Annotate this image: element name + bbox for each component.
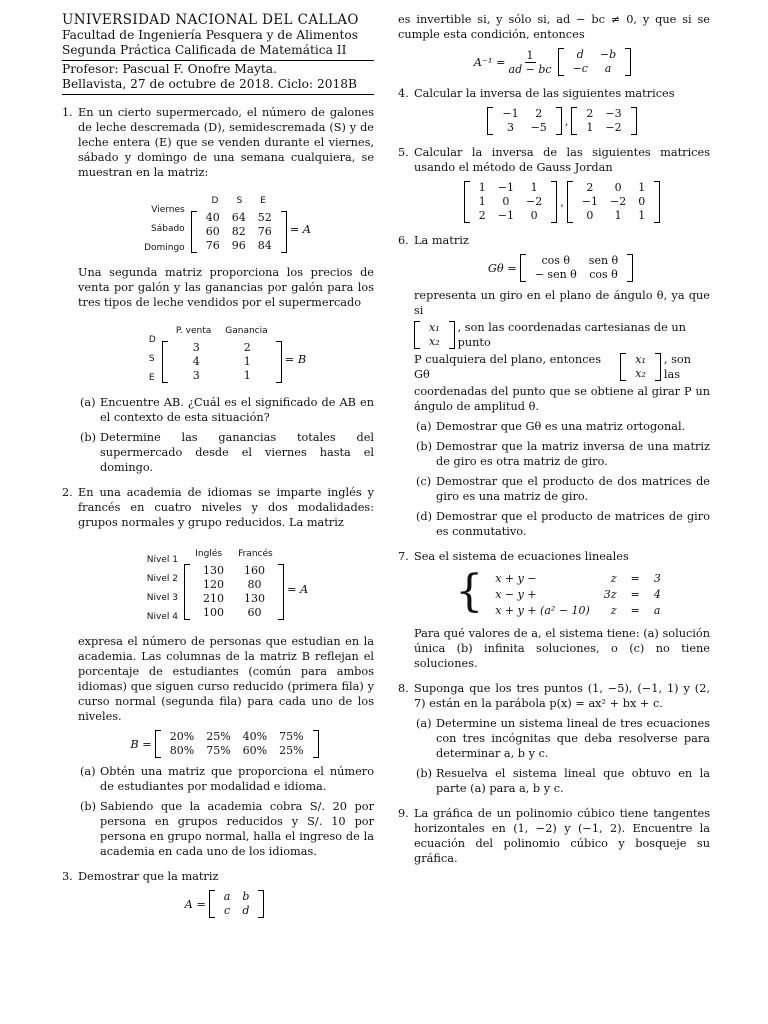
matrix-1 [487, 107, 561, 135]
problem-1-text2: Una segunda matriz proporciona los precios de venta por galón y las ganancias por galón para los tres tipos de leche vendidos por el supermercado [78, 266, 374, 309]
problem-number: 3. [62, 870, 73, 883]
equals-b: = B [284, 353, 307, 366]
matrix-cell: −2 [605, 121, 622, 134]
matrix-b [162, 341, 282, 383]
subitem [78, 764, 374, 794]
col-header: S [236, 196, 243, 206]
problem-6-t2: , son las coordenadas cartesianas de un punto [457, 321, 686, 349]
system-cell: = [630, 604, 640, 617]
problem-number: 7. [398, 550, 409, 563]
subitem [414, 766, 710, 796]
matrix-cell: 3 [192, 341, 200, 354]
matrix-cell: 2 [478, 209, 486, 222]
matrix-cell: 2 [586, 181, 594, 194]
matrix-cell: 1 [614, 209, 622, 222]
col-header: Inglés [195, 548, 223, 559]
subitem-text: Sabiendo que la academia cobra S/. 20 por persona en grupos reducidos y S/. 10 por persona en grupo normal, halla el ingreso de la academia en cada uno de los idiomas. [100, 800, 374, 858]
subitem-text: Determine un sistema lineal de tres ecuaciones con tres incógnitas que deba resolverse para determinar a, b y c. [436, 717, 710, 760]
matrix-cell: 2 [535, 107, 543, 120]
coordinate-vector [620, 353, 661, 381]
matrix-cell: x₂ [635, 367, 646, 380]
matrix-cell: cos θ [541, 254, 571, 267]
problem-4-text: Calcular la inversa de las siguientes matrices [414, 87, 675, 100]
subitem-text: Demostrar que la matriz inversa de una matriz de giro es otra matriz de giro. [436, 440, 710, 468]
subitem [78, 395, 374, 425]
subitem [414, 439, 710, 469]
matrix-cell: 25% [279, 744, 304, 757]
matrix-cell: −1 [497, 209, 514, 222]
matrix-cell: 2 [586, 107, 594, 120]
inverse-lhs: A⁻¹ = [473, 55, 506, 69]
matrix-a-display [78, 890, 374, 918]
matrix-cell: −c [572, 62, 588, 75]
problem-6-t4: , son las [663, 353, 691, 381]
system-cell: a [653, 604, 661, 617]
row-label: Nivel 2 [146, 574, 178, 584]
system-cell: = [630, 572, 640, 585]
matrix-cell: 76 [205, 239, 220, 252]
fraction-numerator: 1 [526, 48, 534, 62]
row-labels [146, 330, 159, 389]
matrix-cell: 1 [586, 121, 594, 134]
university-name: UNIVERSIDAD NACIONAL DEL CALLAO [62, 12, 359, 28]
subitem-text: Demostrar que el producto de matrices de giro es conmutativo. [436, 510, 710, 538]
matrix-cell: 75% [279, 730, 304, 743]
matrix-cell: −1 [502, 107, 519, 120]
header-rule [62, 60, 374, 61]
left-column [62, 0, 374, 924]
row-label: S [148, 354, 155, 364]
col-header: Francés [238, 548, 273, 559]
problem-6-t5: coordenadas del punto que se obtiene al girar P un ángulo de amplitud θ. [414, 385, 710, 413]
subitem [414, 716, 710, 761]
fraction-denominator: ad − bc [508, 62, 552, 76]
matrix-cell: 0 [502, 195, 510, 208]
fraction [509, 49, 552, 76]
col-header: E [260, 196, 266, 206]
system-cell: 4 [653, 588, 661, 601]
matrix-cell: −2 [610, 195, 627, 208]
column-headers [168, 322, 276, 341]
system-cell: z [610, 604, 617, 617]
problem-2 [62, 485, 374, 859]
problem-number: 5. [398, 146, 409, 159]
matrix-cell: 40 [205, 211, 220, 224]
problem-6-text: La matriz [414, 234, 469, 247]
column-headers [202, 192, 276, 211]
subitem-label: (b) [416, 767, 433, 780]
equation-system [414, 566, 710, 620]
matrix-cell: 130 [202, 563, 224, 577]
matrix-cell: 1 [530, 181, 538, 194]
problem-number: 4. [398, 87, 409, 100]
matrix-cell: 3 [192, 369, 200, 382]
subitem-text: Resuelva el sistema lineal que obtuvo en la parte (a) para a, b y c. [436, 767, 710, 795]
matrix-cell: 1 [478, 181, 486, 194]
exam-title: Segunda Práctica Calificada de Matemática II [62, 43, 347, 57]
problem-2-text2: expresa el número de personas que estudian en la academia. Las columnas de la matriz B reflejan el porcentaje de estudiantes (común para ambos idiomas) que siguen curso reducido (primera fila) y curso normal (segunda fila) para cada uno de los niveles. [78, 635, 374, 723]
problem-7-text: Sea el sistema de ecuaciones lineales [414, 550, 629, 563]
subitem-label: (a) [416, 420, 432, 433]
equals-a: = A [286, 582, 309, 596]
matrix-cell: 0 [638, 195, 646, 208]
subitem-label: (b) [416, 440, 433, 453]
matrix-cell: 100 [202, 605, 224, 619]
matrix-a [191, 211, 287, 253]
matrix-cell: 96 [231, 239, 246, 252]
matrix-with-headers [188, 192, 290, 253]
matrix-cell: d [576, 48, 584, 61]
right-column [398, 12, 710, 866]
matrix-cell: 120 [202, 577, 224, 591]
professor-line: Profesor: Pascual F. Onofre Mayta. [62, 62, 277, 76]
matrix-cell: 0 [530, 209, 538, 222]
subitem-text: Encuentre AB. ¿Cuál es el significado de AB en el contexto de esta situación? [100, 396, 374, 424]
row-label: Domingo [144, 243, 185, 253]
matrix-cell: 130 [243, 591, 265, 605]
matrix-b-display [78, 730, 374, 758]
matrix-b-display [78, 316, 374, 389]
problem-9 [398, 806, 710, 866]
problem-6-t1: representa un giro en el plano de ángulo θ, ya que si [414, 289, 710, 317]
matrix-cell: 64 [231, 211, 246, 224]
subitem [78, 430, 374, 475]
system-cell: z [610, 572, 617, 585]
column-headers [186, 545, 281, 564]
matrix-b [155, 730, 319, 758]
matrix-cell: d [242, 904, 250, 917]
matrix-cell: 0 [614, 181, 622, 194]
system-cell: x − y + [495, 588, 537, 601]
problem-8 [398, 681, 710, 796]
problem-5-text: Calcular la inversa de las siguientes matrices usando el método de Gauss Jordan [414, 146, 710, 174]
matrix-cell: 80% [169, 744, 195, 757]
problem-number: 9. [398, 807, 409, 820]
exam-header [62, 0, 374, 95]
faculty-name: Facultad de Ingeniería Pesquera y de Alimentos [62, 28, 358, 42]
matrix-cell: 1 [243, 369, 251, 382]
matrix-cell: a [604, 62, 612, 75]
problem-3 [62, 869, 374, 918]
subitem [78, 799, 374, 859]
matrix-cell: 3 [506, 121, 514, 134]
matrix-cell: 84 [257, 239, 272, 252]
problem-number: 2. [62, 486, 73, 499]
row-labels [141, 200, 188, 259]
subitem-label: (a) [416, 717, 432, 730]
problem-6 [398, 233, 710, 539]
matrix-cell: 52 [257, 211, 272, 224]
matrix-cell: 210 [202, 591, 224, 605]
matrix-cell: −3 [605, 107, 622, 120]
g-lhs: Gθ = [487, 261, 517, 275]
b-lhs: B = [130, 737, 152, 751]
subitem-label: (c) [416, 475, 432, 488]
matrix-cell: 0 [586, 209, 594, 222]
rotation-matrix-display [414, 254, 710, 282]
subitem-text: Obtén una matriz que proporciona el número de estudiantes por modalidad e idioma. [100, 765, 374, 793]
matrix-cell: 2 [243, 341, 251, 354]
subitem-text: Demostrar que el producto de dos matrices de giro es una matriz de giro. [436, 475, 710, 503]
matrix-cell: 40% [242, 730, 268, 743]
matrix-cell: −1 [581, 195, 599, 208]
matrix-cell: 25% [206, 730, 231, 743]
matrix-a [209, 890, 265, 918]
problem-2-intro: En una academia de idiomas se imparte inglés y francés en cuatro niveles y dos modalidades: grupos normales y grupo reducidos. La matriz [78, 486, 374, 529]
equals-a: = A [289, 223, 311, 236]
date-cycle-line: Bellavista, 27 de octubre de 2018. Ciclo: 2018B [62, 77, 357, 91]
matrix-cell: 60 [205, 225, 220, 238]
matrix-cell: sen θ [588, 254, 619, 267]
system-cell: = [630, 588, 640, 601]
matrix-cell: 60% [242, 744, 268, 757]
matrix-cell: 4 [192, 355, 200, 368]
row-labels [144, 550, 181, 628]
row-label: Nivel 3 [146, 593, 178, 603]
matrix-cell: 1 [638, 209, 646, 222]
matrix-cell: 1 [478, 195, 486, 208]
matrix-2 [571, 107, 636, 135]
subitem-label: (b) [80, 431, 97, 444]
vector-line-1 [414, 320, 710, 350]
coordinate-vector [414, 321, 455, 349]
matrix-a [184, 564, 284, 620]
problem-number: 1. [62, 106, 73, 119]
row-label: Sábado [151, 224, 185, 234]
row-label: E [148, 373, 155, 383]
row-label: Nivel 1 [146, 555, 178, 565]
matrix-cell: x₂ [429, 335, 440, 348]
col-header: Ganancia [225, 326, 268, 336]
matrix-a-display [78, 536, 374, 628]
separator: , [560, 195, 564, 209]
problem-8-text: Suponga que los tres puntos (1, −5), (−1, 1) y (2, 7) están en la parábola p(x) = ax² + bx + c. [414, 682, 710, 710]
system-cell: 3z [603, 588, 617, 601]
col-header: P. venta [175, 326, 212, 336]
problem-3-continuation: es invertible si, y sólo si, ad − bc ≠ 0, y que si se cumple esta condición, entonces [398, 13, 710, 41]
col-header: D [211, 196, 219, 206]
problem-1-intro: En un cierto supermercado, el número de galones de leche descremada (D), semidescremada (S) y de leche entera (E) que se venden durante el viernes, sábado y domingo de una semana cualquiera, se muestran en la matriz: [78, 106, 374, 179]
problem-7-text2: Para qué valores de a, el sistema tiene: (a) solución única (b) infinita soluciones, o (c) no tiene soluciones. [414, 627, 710, 670]
subitem-label: (b) [80, 800, 97, 813]
matrix-cell: − sen θ [534, 268, 577, 281]
matrix-cell: x₁ [429, 321, 440, 334]
row-label: Viernes [151, 205, 185, 215]
subitem-text: Determine las ganancias totales del supermercado desde el viernes hasta el domingo. [100, 431, 374, 474]
matrix-cell: cos θ [589, 268, 618, 281]
subitem-label: (d) [416, 510, 433, 523]
problem-number: 6. [398, 234, 409, 247]
matrix-cell: −b [599, 48, 617, 61]
matrix-cell: 76 [257, 225, 272, 238]
matrix-cell: −2 [525, 195, 543, 208]
subitem-label: (a) [80, 765, 96, 778]
matrix-with-headers [181, 545, 287, 620]
vector-line-2 [414, 352, 710, 382]
matrix-cell: 20% [169, 730, 195, 743]
row-label: D [148, 335, 156, 345]
subitem [414, 474, 710, 504]
a-lhs: A = [184, 897, 206, 911]
matrix-with-headers [159, 322, 285, 383]
system-cell: x + y − [495, 572, 537, 585]
matrix-cell: c [223, 904, 231, 917]
separator: , [564, 114, 569, 128]
matrix-a-display [78, 186, 374, 259]
subitem-label: (a) [80, 396, 96, 409]
matrix-cell: x₁ [635, 353, 646, 366]
problem-3-intro: Demostrar que la matriz [78, 870, 219, 883]
header-rule-bottom [62, 94, 374, 95]
matrix-cell: 160 [243, 563, 265, 577]
matrix-cell: 75% [206, 744, 231, 757]
matrix-cell: b [242, 890, 250, 903]
problem-1 [62, 105, 374, 475]
matrix-cell: 60 [247, 605, 262, 619]
system-cell: 3 [653, 572, 661, 585]
subitem [414, 419, 710, 434]
problem-4 [398, 86, 710, 135]
inverse-formula [398, 48, 710, 76]
matrices-display [414, 181, 710, 223]
adjugate-matrix [558, 48, 632, 76]
problem-9-text: La gráfica de un polinomio cúbico tiene tangentes horizontales en (1, −2) y (−1, 2). Encuentre la ecuación del polinomio cúbico y bosqueje su gráfica. [414, 807, 710, 865]
system-cell: x + y + (a² − 10) [495, 604, 590, 617]
matrix-cell: 1 [638, 181, 646, 194]
subitem-text: Demostrar que Gθ es una matriz ortogonal. [436, 420, 686, 433]
system-table [487, 570, 669, 620]
subitem [414, 509, 710, 539]
matrix-cell: −1 [497, 181, 514, 194]
problem-7 [398, 549, 710, 671]
matrix-1 [464, 181, 557, 223]
problem-5 [398, 145, 710, 223]
row-label: Nivel 4 [146, 612, 178, 622]
matrices-display [414, 107, 710, 135]
problem-6-t3: P cualquiera del plano, entonces Gθ [414, 353, 602, 381]
matrix-2 [567, 181, 660, 223]
matrix-cell: −5 [530, 121, 547, 134]
matrix-cell: a [223, 890, 231, 903]
matrix-cell: 82 [231, 225, 246, 238]
problem-number: 8. [398, 682, 409, 695]
matrix-cell: 80 [247, 577, 262, 591]
left-brace: { [455, 566, 484, 617]
matrix-cell: 1 [243, 355, 251, 368]
rotation-matrix [520, 254, 633, 282]
